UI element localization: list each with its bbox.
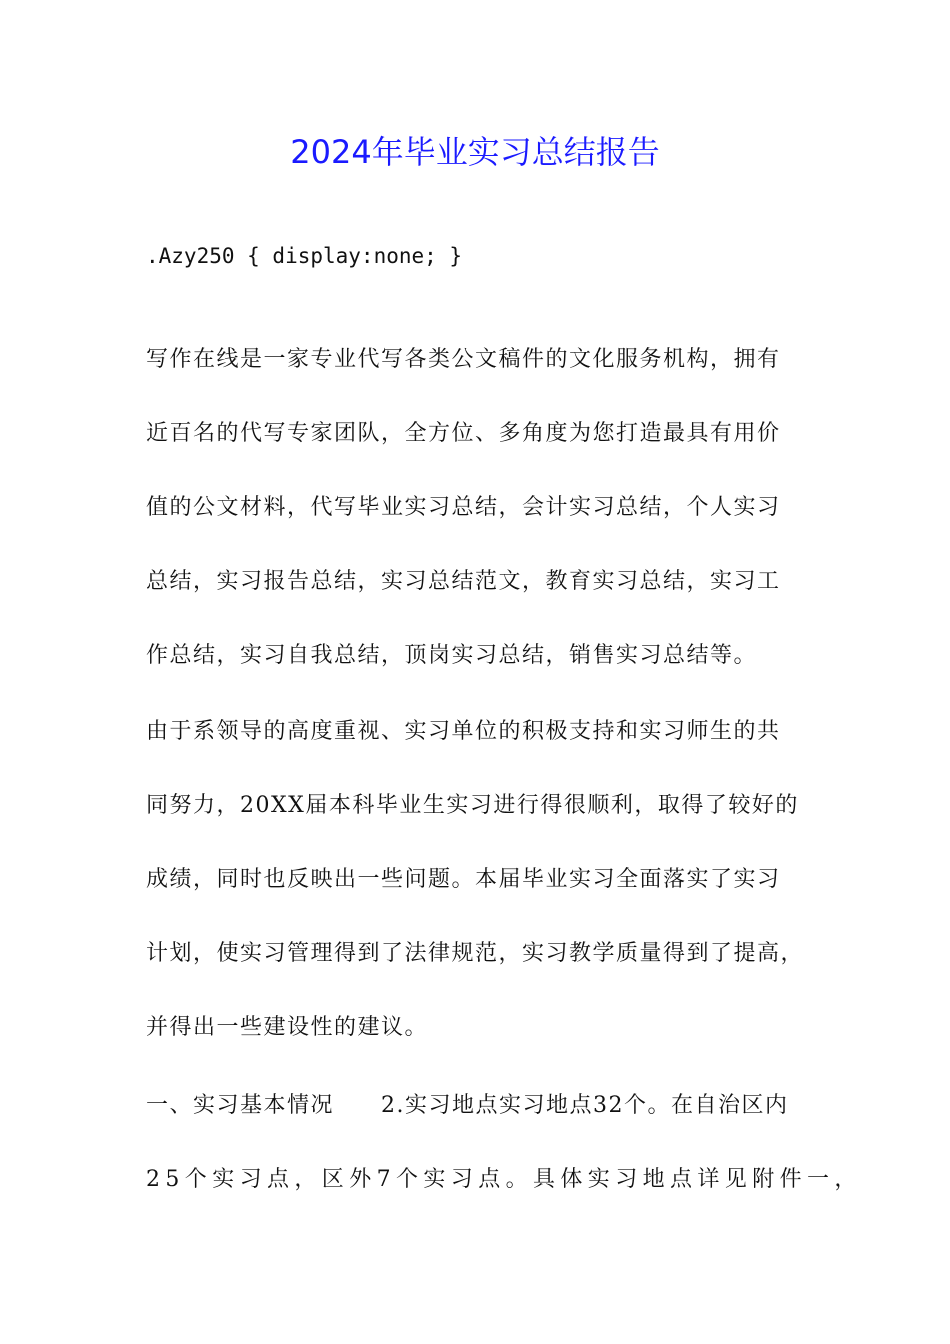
paragraph-line: 作总结，实习自我总结，顶岗实习总结，销售实习总结等。: [146, 643, 758, 668]
paragraph-line: 总结，实习报告总结，实习总结范文，教育实习总结，实习工: [146, 569, 781, 594]
paragraph-line: 25个实习点，区外7个实习点。具体实习地点详见附件一，: [146, 1167, 862, 1192]
paragraph-line: 计划，使实习管理得到了法律规范，实习教学质量得到了提高，: [146, 941, 805, 966]
paragraph-line: 并得出一些建设性的建议。: [146, 1015, 429, 1040]
paragraph-line: 值的公文材料，代写毕业实习总结，会计实习总结，个人实习: [146, 495, 781, 520]
paragraph-line: 由于系领导的高度重视、实习单位的积极支持和实习师生的共: [146, 719, 781, 744]
paragraph-line: 成绩，同时也反映出一些问题。本届毕业实习全面落实了实习: [146, 867, 781, 892]
paragraph-line: 一、实习基本情况 2.实习地点实习地点32个。在自治区内: [146, 1093, 789, 1118]
css-note-text: .Azy250 { display:none; }: [146, 244, 463, 268]
paragraph-line: 同努力，20XX届本科毕业生实习进行得很顺利，取得了较好的: [146, 793, 799, 818]
paragraph-line: 写作在线是一家专业代写各类公文稿件的文化服务机构，拥有: [146, 347, 781, 372]
document-title: 2024年毕业实习总结报告: [290, 133, 660, 171]
paragraph-line: 近百名的代写专家团队，全方位、多角度为您打造最具有用价: [146, 421, 781, 446]
